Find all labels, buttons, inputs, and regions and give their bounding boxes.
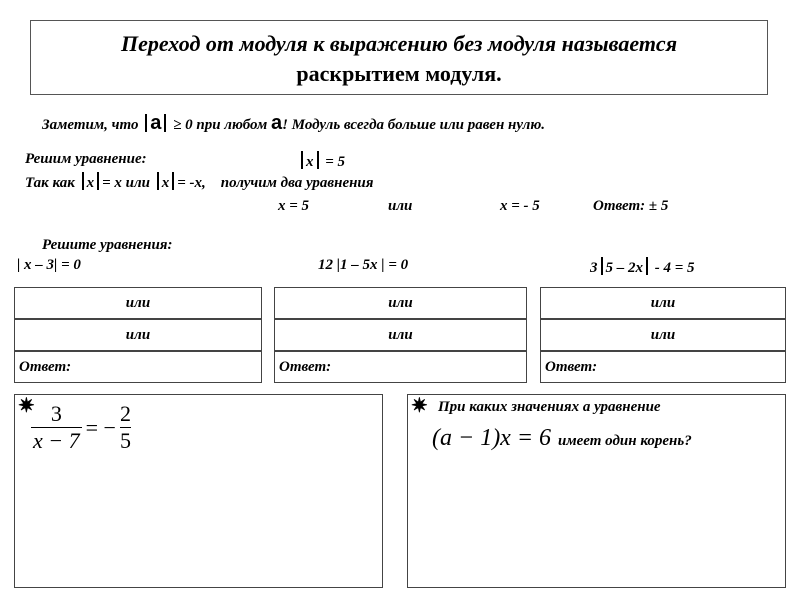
- answer-row[interactable]: или: [541, 288, 785, 320]
- note-prefix: Заметим, что: [42, 117, 139, 133]
- equals-minus: = −: [85, 414, 116, 440]
- line2-a: = x или: [102, 175, 150, 191]
- task-box-1[interactable]: [14, 394, 383, 588]
- answer-row[interactable]: Ответ:: [545, 359, 598, 375]
- eq-rhs: = 5: [325, 154, 346, 170]
- note-a1: a: [150, 112, 162, 134]
- eq3-a: 3: [590, 260, 598, 276]
- var-x: x: [161, 175, 170, 191]
- answer-row[interactable]: или: [15, 288, 261, 320]
- exercise-3: [590, 257, 695, 277]
- slide-title: [30, 20, 768, 95]
- note-rest2: ! Модуль всегда больше или равен нулю.: [282, 117, 546, 133]
- answer-row[interactable]: или: [275, 288, 526, 320]
- star-icon: ✷: [18, 395, 35, 417]
- solution-1: x = 5: [278, 198, 310, 214]
- title-line1: Переход от модуля к выражению без модуля называется: [120, 31, 678, 56]
- task2-question: При каких значениях а уравнение: [438, 399, 661, 415]
- solution-or: или: [388, 198, 413, 214]
- var-x: x: [86, 175, 95, 191]
- task-box-2[interactable]: [407, 394, 786, 588]
- line2-c: получим два уравнения: [220, 175, 374, 191]
- task2-equation: (a − 1)x = 6: [432, 425, 552, 451]
- numerator: 3: [50, 401, 62, 426]
- answer-table-2: [274, 287, 527, 383]
- task2-tail: имеет один корень?: [558, 433, 692, 449]
- answer-row[interactable]: Ответ:: [279, 359, 332, 375]
- fraction-equation: [31, 401, 131, 454]
- exercise-1: | x – 3| = 0: [17, 257, 81, 273]
- example-label: Решим уравнение:: [25, 151, 147, 167]
- example-line2: [25, 172, 374, 192]
- var-x: x: [306, 154, 314, 170]
- answer-table-3: [540, 287, 786, 383]
- answer-row[interactable]: или: [15, 320, 261, 352]
- exercise-2: 12 |1 – 5x | = 0: [318, 257, 409, 273]
- answer-row[interactable]: Ответ:: [19, 359, 72, 375]
- note-line: [42, 112, 545, 135]
- example-answer: Ответ: ± 5: [593, 198, 669, 214]
- line2-prefix: Так как: [25, 175, 75, 191]
- line2-b: = -x,: [177, 175, 206, 191]
- denominator: x − 7: [33, 428, 80, 453]
- solution-2: x = - 5: [500, 198, 540, 214]
- star-icon: ✷: [411, 395, 428, 417]
- denominator-2: 5: [119, 428, 131, 453]
- note-rest1: ≥ 0 при любом: [173, 117, 268, 133]
- title-line2: раскрытием модуля.: [296, 61, 502, 86]
- numerator-2: 2: [119, 401, 131, 426]
- answer-row[interactable]: или: [275, 320, 526, 352]
- eq3-c: - 4 = 5: [654, 260, 695, 276]
- example-equation: [298, 151, 345, 171]
- eq3-b: 5 – 2x: [605, 260, 643, 276]
- answer-row[interactable]: или: [541, 320, 785, 352]
- exercises-label: Решите уравнения:: [42, 237, 173, 253]
- answer-table-1: [14, 287, 262, 383]
- note-a2: a: [270, 112, 283, 134]
